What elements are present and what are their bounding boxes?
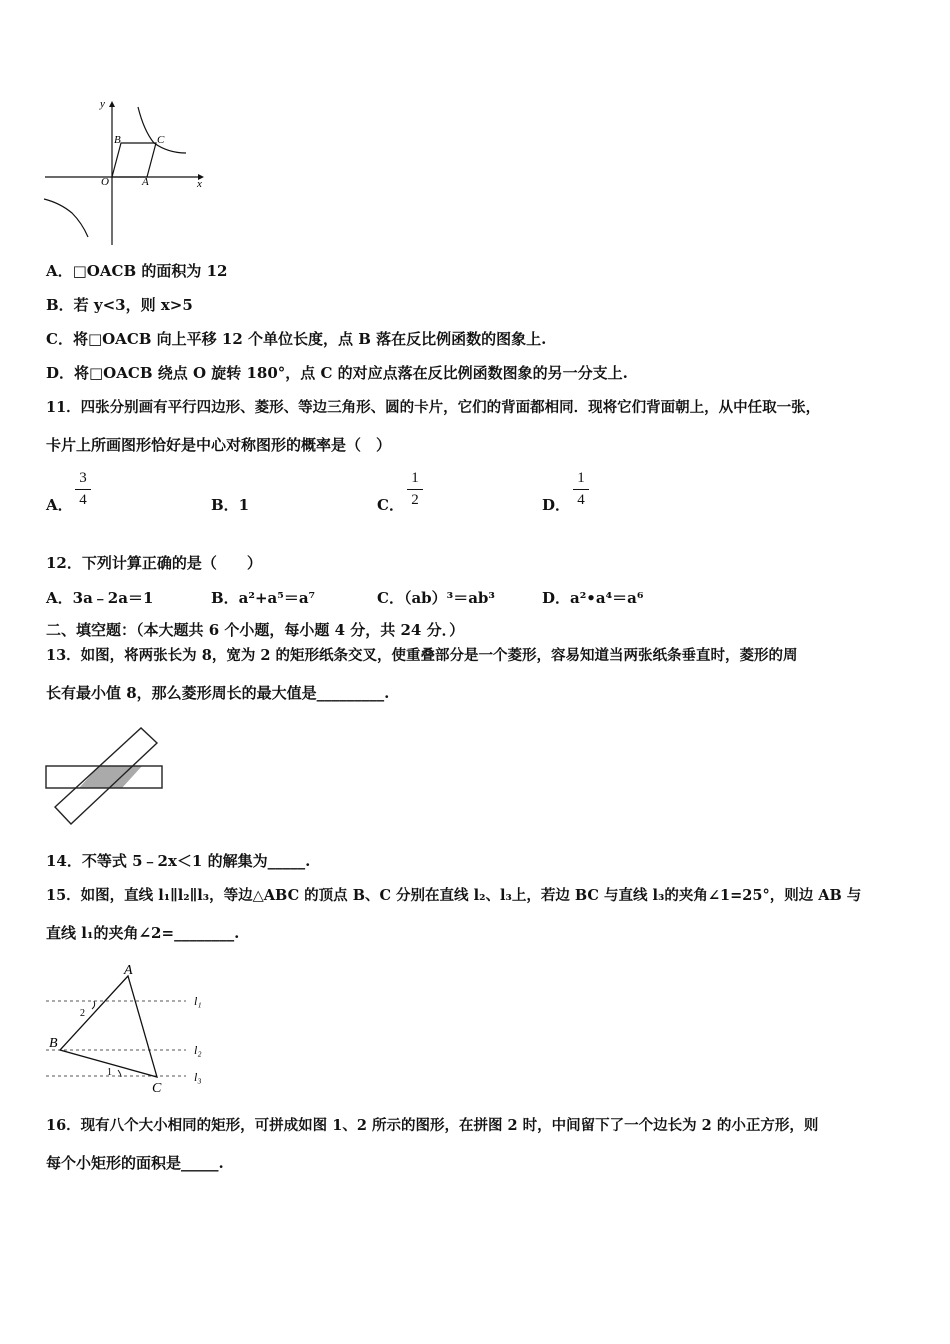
q11-option-d-fraction: [573, 470, 589, 509]
label-angle-1: 1: [107, 1067, 112, 1078]
label-a: A: [142, 176, 149, 188]
q10-graph-figure: [40, 95, 210, 250]
section-2-heading: 二、填空题：（本大题共 6 个小题，每小题 4 分，共 24 分．）: [46, 621, 465, 639]
fraction-bar: [407, 489, 423, 490]
angle-2-arc: [92, 1001, 95, 1009]
triangle-abc: [60, 976, 157, 1077]
q10-option-d: D．将□OACB 绕点 O 旋转 180°，点 C 的对应点落在反比例函数图象的另一分支上.: [46, 364, 628, 382]
fraction-bar: [573, 489, 589, 490]
numerator: 1: [577, 470, 585, 486]
q12-option-a: A．3a﹣2a＝1: [46, 589, 154, 607]
denominator: 4: [79, 492, 87, 508]
q11-option-c-label: C．: [377, 496, 404, 514]
q13-crossed-strips-figure: [44, 722, 168, 830]
q15-stem-line2: 直线 l₁的夹角∠2=________.: [46, 924, 240, 942]
label-angle-2: 2: [80, 1008, 85, 1019]
q16-stem-line2: 每个小矩形的面积是_____.: [46, 1154, 224, 1172]
q10-option-a: A．□OACB 的面积为 12: [46, 262, 228, 280]
label-x: x: [197, 178, 202, 190]
q12-option-b: B．a²+a⁵＝a⁷: [211, 589, 316, 607]
numerator: 1: [411, 470, 419, 486]
q12-option-d: D．a²•a⁴＝a⁶: [542, 589, 644, 607]
q11-option-c-fraction: [407, 470, 423, 509]
parallelogram-oacb: [112, 143, 156, 177]
fraction-bar: [75, 489, 91, 490]
q15-stem-line1: 15．如图，直线 l₁∥l₂∥l₃，等边△ABC 的顶点 B、C 分别在直线 l₂、l₃上，若边 BC 与直线 l₃的夹角∠1=25°，则边 AB 与: [46, 887, 862, 904]
q11-option-d-label: D．: [542, 496, 571, 514]
q12-stem: 12．下列计算正确的是（ ）: [46, 554, 262, 572]
label-c: C: [152, 1081, 162, 1096]
q16-stem-line1: 16．现有八个大小相同的矩形，可拼成如图 1、2 所示的图形，在拼图 2 时，中间留下了一个边长为 2 的小正方形，则: [46, 1117, 819, 1134]
label-c: C: [157, 134, 165, 146]
q11-option-a-fraction: [75, 470, 91, 509]
q10-option-b: B．若 y<3，则 x>5: [46, 296, 193, 314]
label-b: B: [49, 1036, 58, 1051]
label-a: A: [124, 963, 133, 978]
label-o: O: [101, 176, 109, 188]
q11-option-a-label: A．: [46, 496, 73, 514]
denominator: 2: [411, 492, 419, 508]
denominator: 4: [577, 492, 585, 508]
q11-option-b: B．1: [211, 496, 250, 514]
q11-stem-line2: 卡片上所画图形恰好是中心对称图形的概率是（ ）: [46, 436, 392, 454]
label-l3: l₃: [194, 1070, 202, 1084]
label-b: B: [114, 134, 121, 146]
numerator: 3: [79, 470, 87, 486]
q13-stem-line1: 13．如图，将两张长为 8，宽为 2 的矩形纸条交叉，使重叠部分是一个菱形，容易知道当两张纸条垂直时，菱形的周: [46, 647, 798, 664]
q11-stem-line1: 11．四张分别画有平行四边形、菱形、等边三角形、圆的卡片，它们的背面都相同．现将它们背面朝上，从中任取一张，: [46, 399, 821, 416]
label-l2: l₂: [194, 1043, 202, 1057]
hyperbola-branch-third-quadrant: [44, 199, 88, 237]
q14-stem: 14．不等式 5﹣2x＜1 的解集为_____.: [46, 852, 311, 870]
hyperbola-branch-first-quadrant: [138, 107, 186, 153]
q10-option-c: C．将□OACB 向上平移 12 个单位长度，点 B 落在反比例函数的图象上.: [46, 330, 547, 348]
y-axis-arrow: [109, 101, 115, 107]
q12-option-c: C．（ab）³＝ab³: [377, 589, 495, 607]
q15-triangle-figure: [44, 960, 214, 1096]
label-l1: l₁: [194, 994, 202, 1008]
q13-stem-line2: 长有最小值 8，那么菱形周长的最大值是_________.: [46, 684, 390, 702]
label-y: y: [100, 98, 105, 110]
